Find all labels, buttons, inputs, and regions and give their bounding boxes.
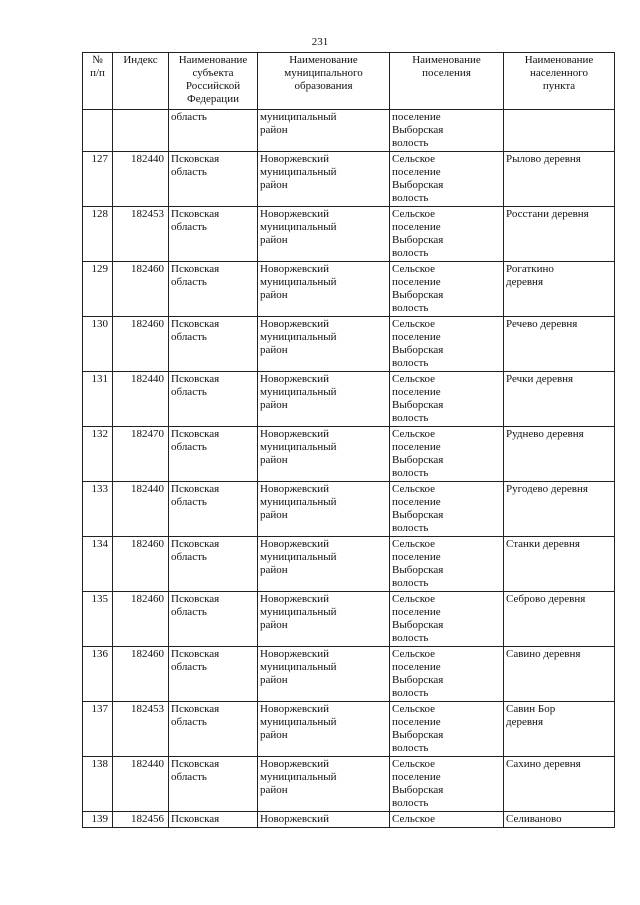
cell-num [83, 110, 113, 152]
table-row [83, 702, 615, 757]
header-municipal: Наименование муниципального образования [258, 53, 390, 110]
header-locality: Наименование населенного пункта [504, 53, 615, 110]
cell-locality: Савин Бор деревня [504, 702, 615, 757]
cell-municipal: Новоржевский муниципальный район [258, 207, 390, 262]
cell-num: 131 [83, 372, 113, 427]
header-index: Индекс [113, 53, 169, 110]
cell-locality: Савино деревня [504, 647, 615, 702]
cell-settlement: поселение Выборская волость [390, 110, 504, 152]
cell-locality: Рылово деревня [504, 152, 615, 207]
cell-num: 128 [83, 207, 113, 262]
cell-settlement: Сельское поселение Выборская волость [390, 207, 504, 262]
table-row [83, 757, 615, 812]
cell-locality: Речево деревня [504, 317, 615, 372]
cell-locality: Станки деревня [504, 537, 615, 592]
cell-num: 129 [83, 262, 113, 317]
cell-settlement: Сельское поселение Выборская волость [390, 262, 504, 317]
cell-subject: Псковская область [169, 537, 258, 592]
cell-subject: Псковская область [169, 702, 258, 757]
cell-subject: Псковская область [169, 592, 258, 647]
cell-index: 182440 [113, 152, 169, 207]
cell-index: 182460 [113, 647, 169, 702]
cell-index: 182470 [113, 427, 169, 482]
header-settlement: Наименование поселения [390, 53, 504, 110]
cell-num: 139 [83, 812, 113, 828]
cell-settlement: Сельское [390, 812, 504, 828]
cell-index: 182440 [113, 757, 169, 812]
header-num: № п/п [83, 53, 113, 110]
cell-index: 182453 [113, 207, 169, 262]
table-row [83, 317, 615, 372]
table-row [83, 262, 615, 317]
cell-num: 130 [83, 317, 113, 372]
cell-settlement: Сельское поселение Выборская волость [390, 427, 504, 482]
cell-index: 182460 [113, 592, 169, 647]
continuation-row [83, 110, 615, 152]
cell-locality: Росстани деревня [504, 207, 615, 262]
page-number: 231 [311, 36, 329, 48]
table-row-partial [83, 812, 615, 828]
cell-locality: Сахино деревня [504, 757, 615, 812]
cell-municipal: Новоржевский муниципальный район [258, 702, 390, 757]
cell-locality: Руднево деревня [504, 427, 615, 482]
table-header-row [83, 53, 615, 110]
cell-locality: Рогаткино деревня [504, 262, 615, 317]
table-row [83, 647, 615, 702]
cell-index: 182453 [113, 702, 169, 757]
table-row [83, 152, 615, 207]
table-row [83, 372, 615, 427]
cell-settlement: Сельское поселение Выборская волость [390, 702, 504, 757]
cell-subject: Псковская область [169, 317, 258, 372]
cell-subject: Псковская область [169, 757, 258, 812]
cell-index: 182440 [113, 372, 169, 427]
cell-num: 132 [83, 427, 113, 482]
cell-municipal: муниципальный район [258, 110, 390, 152]
cell-num: 136 [83, 647, 113, 702]
cell-num: 137 [83, 702, 113, 757]
cell-locality [504, 110, 615, 152]
cell-num: 127 [83, 152, 113, 207]
cell-municipal: Новоржевский муниципальный район [258, 537, 390, 592]
cell-municipal: Новоржевский муниципальный район [258, 317, 390, 372]
cell-subject: Псковская область [169, 372, 258, 427]
cell-settlement: Сельское поселение Выборская волость [390, 592, 504, 647]
cell-num: 138 [83, 757, 113, 812]
cell-num: 135 [83, 592, 113, 647]
cell-settlement: Сельское поселение Выборская волость [390, 757, 504, 812]
cell-locality: Селиваново [504, 812, 615, 828]
cell-locality: Ругодево деревня [504, 482, 615, 537]
cell-settlement: Сельское поселение Выборская волость [390, 372, 504, 427]
cell-municipal: Новоржевский муниципальный район [258, 427, 390, 482]
cell-subject: Псковская область [169, 647, 258, 702]
cell-subject: Псковская область [169, 152, 258, 207]
cell-municipal: Новоржевский муниципальный район [258, 372, 390, 427]
cell-municipal: Новоржевский муниципальный район [258, 647, 390, 702]
cell-index: 182460 [113, 537, 169, 592]
table-row [83, 207, 615, 262]
cell-subject: Псковская область [169, 262, 258, 317]
cell-municipal: Новоржевский муниципальный район [258, 262, 390, 317]
cell-settlement: Сельское поселение Выборская волость [390, 317, 504, 372]
cell-index: 182460 [113, 317, 169, 372]
header-subject: Наименование субъекта Российской Федерации [169, 53, 258, 110]
cell-municipal: Новоржевский муниципальный район [258, 592, 390, 647]
table-row [83, 592, 615, 647]
cell-num: 134 [83, 537, 113, 592]
cell-municipal: Новоржевский муниципальный район [258, 482, 390, 537]
cell-index: 182460 [113, 262, 169, 317]
table-row [83, 537, 615, 592]
cell-settlement: Сельское поселение Выборская волость [390, 482, 504, 537]
cell-index [113, 110, 169, 152]
cell-subject: Псковская область [169, 427, 258, 482]
cell-subject: Псковская [169, 812, 258, 828]
cell-municipal: Новоржевский [258, 812, 390, 828]
table-row [83, 482, 615, 537]
cell-locality: Себрово деревня [504, 592, 615, 647]
cell-index: 182440 [113, 482, 169, 537]
cell-municipal: Новоржевский муниципальный район [258, 757, 390, 812]
cell-num: 133 [83, 482, 113, 537]
cell-settlement: Сельское поселение Выборская волость [390, 152, 504, 207]
cell-settlement: Сельское поселение Выборская волость [390, 537, 504, 592]
cell-index: 182456 [113, 812, 169, 828]
cell-municipal: Новоржевский муниципальный район [258, 152, 390, 207]
cell-subject: Псковская область [169, 207, 258, 262]
table-row [83, 427, 615, 482]
cell-locality: Речки деревня [504, 372, 615, 427]
localities-table [82, 52, 615, 828]
cell-settlement: Сельское поселение Выборская волость [390, 647, 504, 702]
cell-subject: область [169, 110, 258, 152]
cell-subject: Псковская область [169, 482, 258, 537]
